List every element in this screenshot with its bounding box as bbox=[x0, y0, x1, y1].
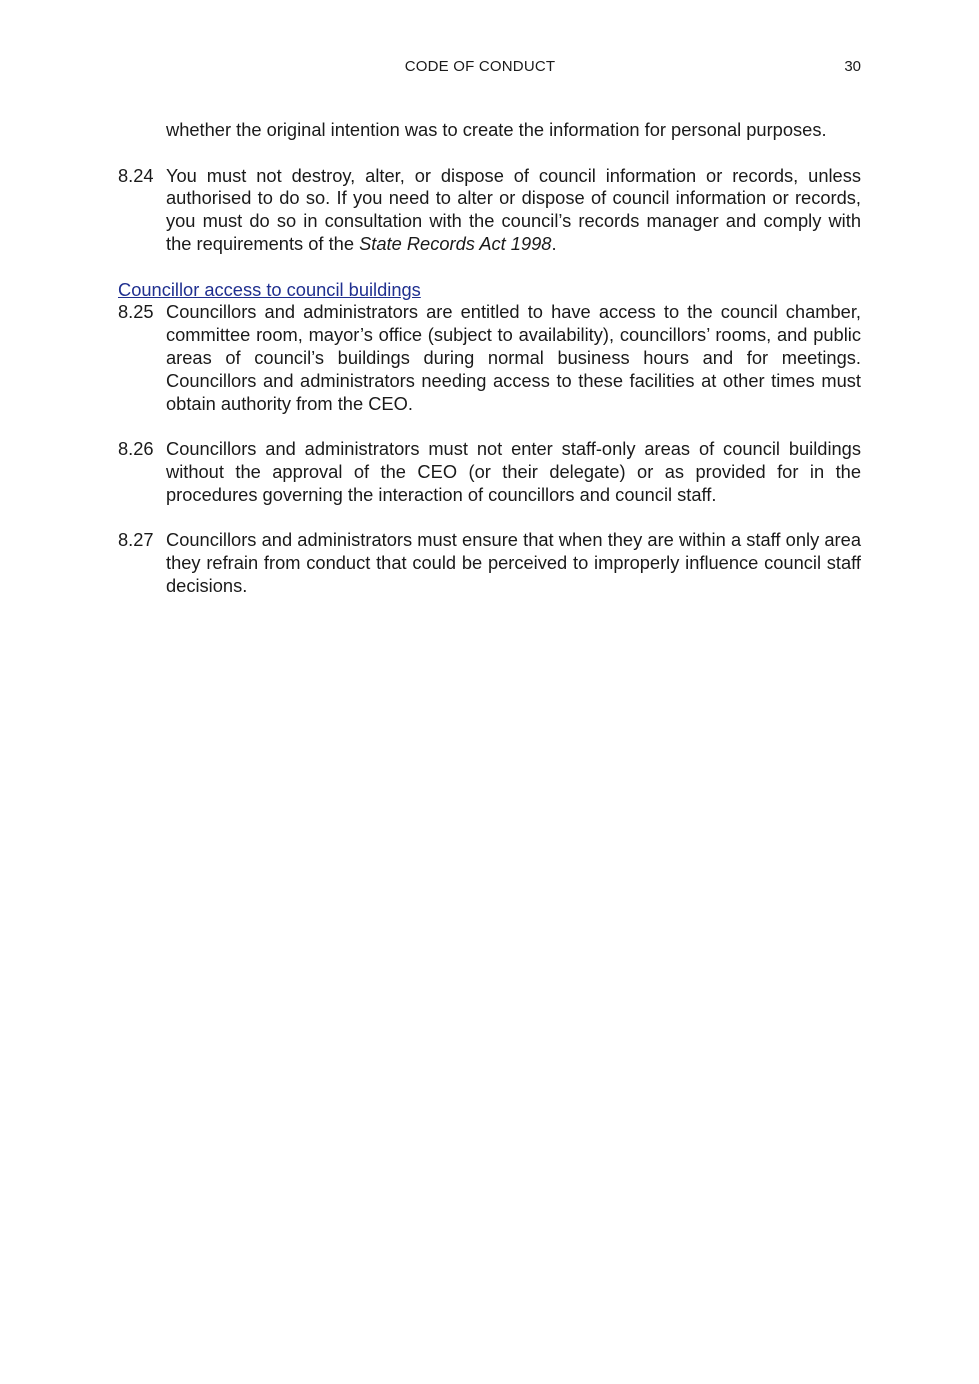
document-title: CODE OF CONDUCT bbox=[404, 58, 556, 75]
paragraph-text-part: . bbox=[551, 232, 557, 254]
paragraph-8-26 bbox=[118, 438, 861, 506]
paragraph-text: Councillors and administrators are entitled to have access to the council chamber, committee room, mayor’s office (subject to availability), councillors’ rooms, and public areas of council’s buildings during normal business hours and for meetings. Councillors and administrators needing access to these facilities at other times must obtain authority from the CEO. bbox=[166, 301, 861, 414]
paragraph-number: 8.27 bbox=[118, 529, 154, 551]
document-body bbox=[118, 119, 861, 621]
paragraph-8-27 bbox=[118, 529, 861, 597]
paragraph-number: 8.25 bbox=[118, 301, 154, 323]
continuation-paragraph bbox=[118, 119, 861, 142]
paragraph-text-part: You must not destroy, alter, or dispose of council information or records, unless authorised to do so. If you need to alter or dispose of council information or records, you must do so in consultation with the council’s records manager and comply with the requirements of the bbox=[166, 164, 861, 254]
paragraph-text: whether the original intention was to create the information for personal purposes. bbox=[166, 119, 827, 140]
paragraph-text: Councillors and administrators must ensure that when they are within a staff only area they refrain from conduct that could be perceived to improperly influence council staff decisions. bbox=[166, 529, 861, 596]
section-heading-link[interactable]: Councillor access to council buildings bbox=[118, 278, 421, 300]
paragraph-text bbox=[166, 165, 861, 256]
paragraph-8-25 bbox=[118, 301, 861, 415]
paragraph-text: Councillors and administrators must not enter staff-only areas of council buildings without the approval of the CEO (or their delegate) or as provided for in the procedures governing the interaction of councillors and council staff. bbox=[166, 438, 861, 505]
running-header bbox=[0, 58, 979, 80]
paragraph-number: 8.24 bbox=[118, 164, 154, 186]
page-number: 30 bbox=[844, 58, 861, 75]
paragraph-number: 8.26 bbox=[118, 438, 154, 460]
paragraph-8-24 bbox=[118, 165, 861, 256]
act-title: State Records Act 1998 bbox=[359, 232, 552, 254]
